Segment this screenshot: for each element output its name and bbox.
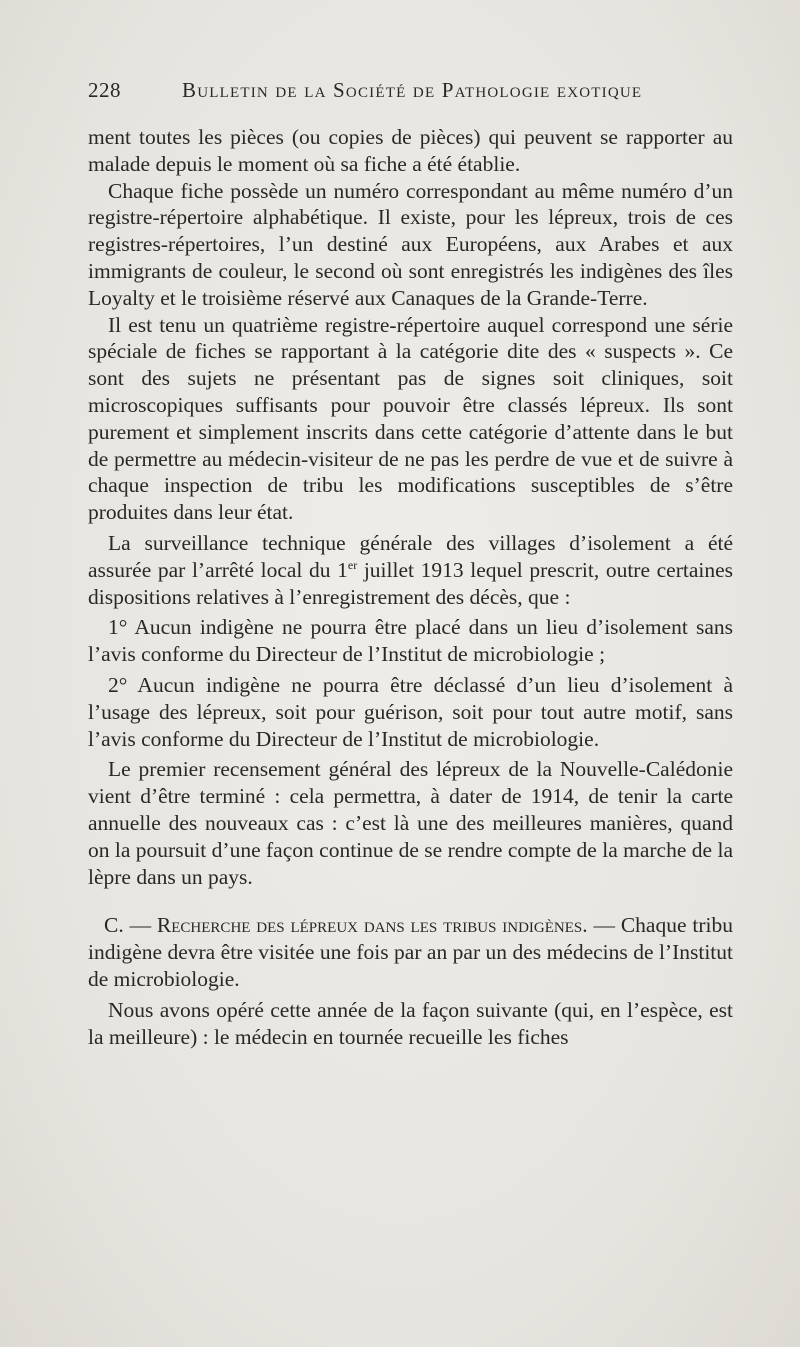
section-c-text: Chaque tribu indigène devra être visitée une fois par an par un des médecins de l’Institut de microbiologie. [88,913,733,991]
paragraph-surveillance-part2: juillet 1913 lequel prescrit, outre certaines dispositions relatives à l’enregistrement des décès, que : [88,557,734,609]
paragraph-continuation: ment toutes les pièces (ou copies de pièces) qui peuvent se rapporter au malade depuis le moment où sa fiche a été établie. [88,125,733,176]
paragraph-census: Le premier recensement général des lépreux de la Nouvelle-Calédonie vient d’être terminé : cela permettra, à dater de 1914, de tenir la carte annuelle des nouveaux cas : c’est là une des meilleures manières, quand on la poursuit d’une façon continue de se rendre compte de la marche de la lèpre dans un pays. [88,757,733,889]
list-item-1: 1° Aucun indigène ne pourra être placé dans un lieu d’isolement sans l’avis conforme du Directeur de l’Institut de microbiologie ; [88,615,733,667]
page-header [88,78,730,103]
paragraph-section-c [88,912,733,992]
list-item-2: 2° Aucun indigène ne pourra être déclassé d’un lieu d’isolement à l’usage des lépreux, soit pour guérison, soit pour tout autre motif, sans l’avis conforme du Directeur de l’Institut de microbiologie. [88,672,733,751]
paragraph-surveillance [88,530,733,610]
paragraph-surveillance-part1: La surveillance technique générale des villages d’isolement a été assurée par l’arrêté local du 1 [88,530,733,582]
paragraph-procedure: Nous avons opéré cette année de la façon suivante (qui, en l’espèce, est la meilleure) : le médecin en tournée recueille les fiches [88,997,733,1049]
section-heading: C. — Recherche des lépreux dans les tribus indigènes. — [104,913,615,938]
body-text [88,124,733,1050]
running-title: Bulletin de la Société de Pathologie exotique [182,78,643,102]
paragraph-suspects: Il est tenu un quatrième registre-répertoire auquel correspond une série spéciale de fiches se rapportant à la catégorie dite des « suspects ». Ce sont des sujets ne présentant pas de signes soit cliniques, soit microscopiques suffisants pour pouvoir être classés lépreux. Ils sont purement et simplement inscrits dans cette catégorie d’attente dans le but de permettre au médecin-visiteur de ne pas les perdre de vue et de suivre à chaque inspection de tribu les modifications susceptibles de s’être produites dans leur état. [88,312,733,525]
ordinal-superscript: er [347,557,358,572]
page-number: 228 [88,78,121,102]
paragraph-registers: Chaque fiche possède un numéro correspondant au même numéro d’un registre-répertoire alphabétique. Il existe, pour les lépreux, trois de ces registres-répertoires, l’un destiné aux Européens, aux Arabes et aux immigrants de couleur, le second où sont enregistrés les indigènes des îles Loyalty et le troisième réservé aux Canaques de la Grande-Terre. [88,178,733,310]
